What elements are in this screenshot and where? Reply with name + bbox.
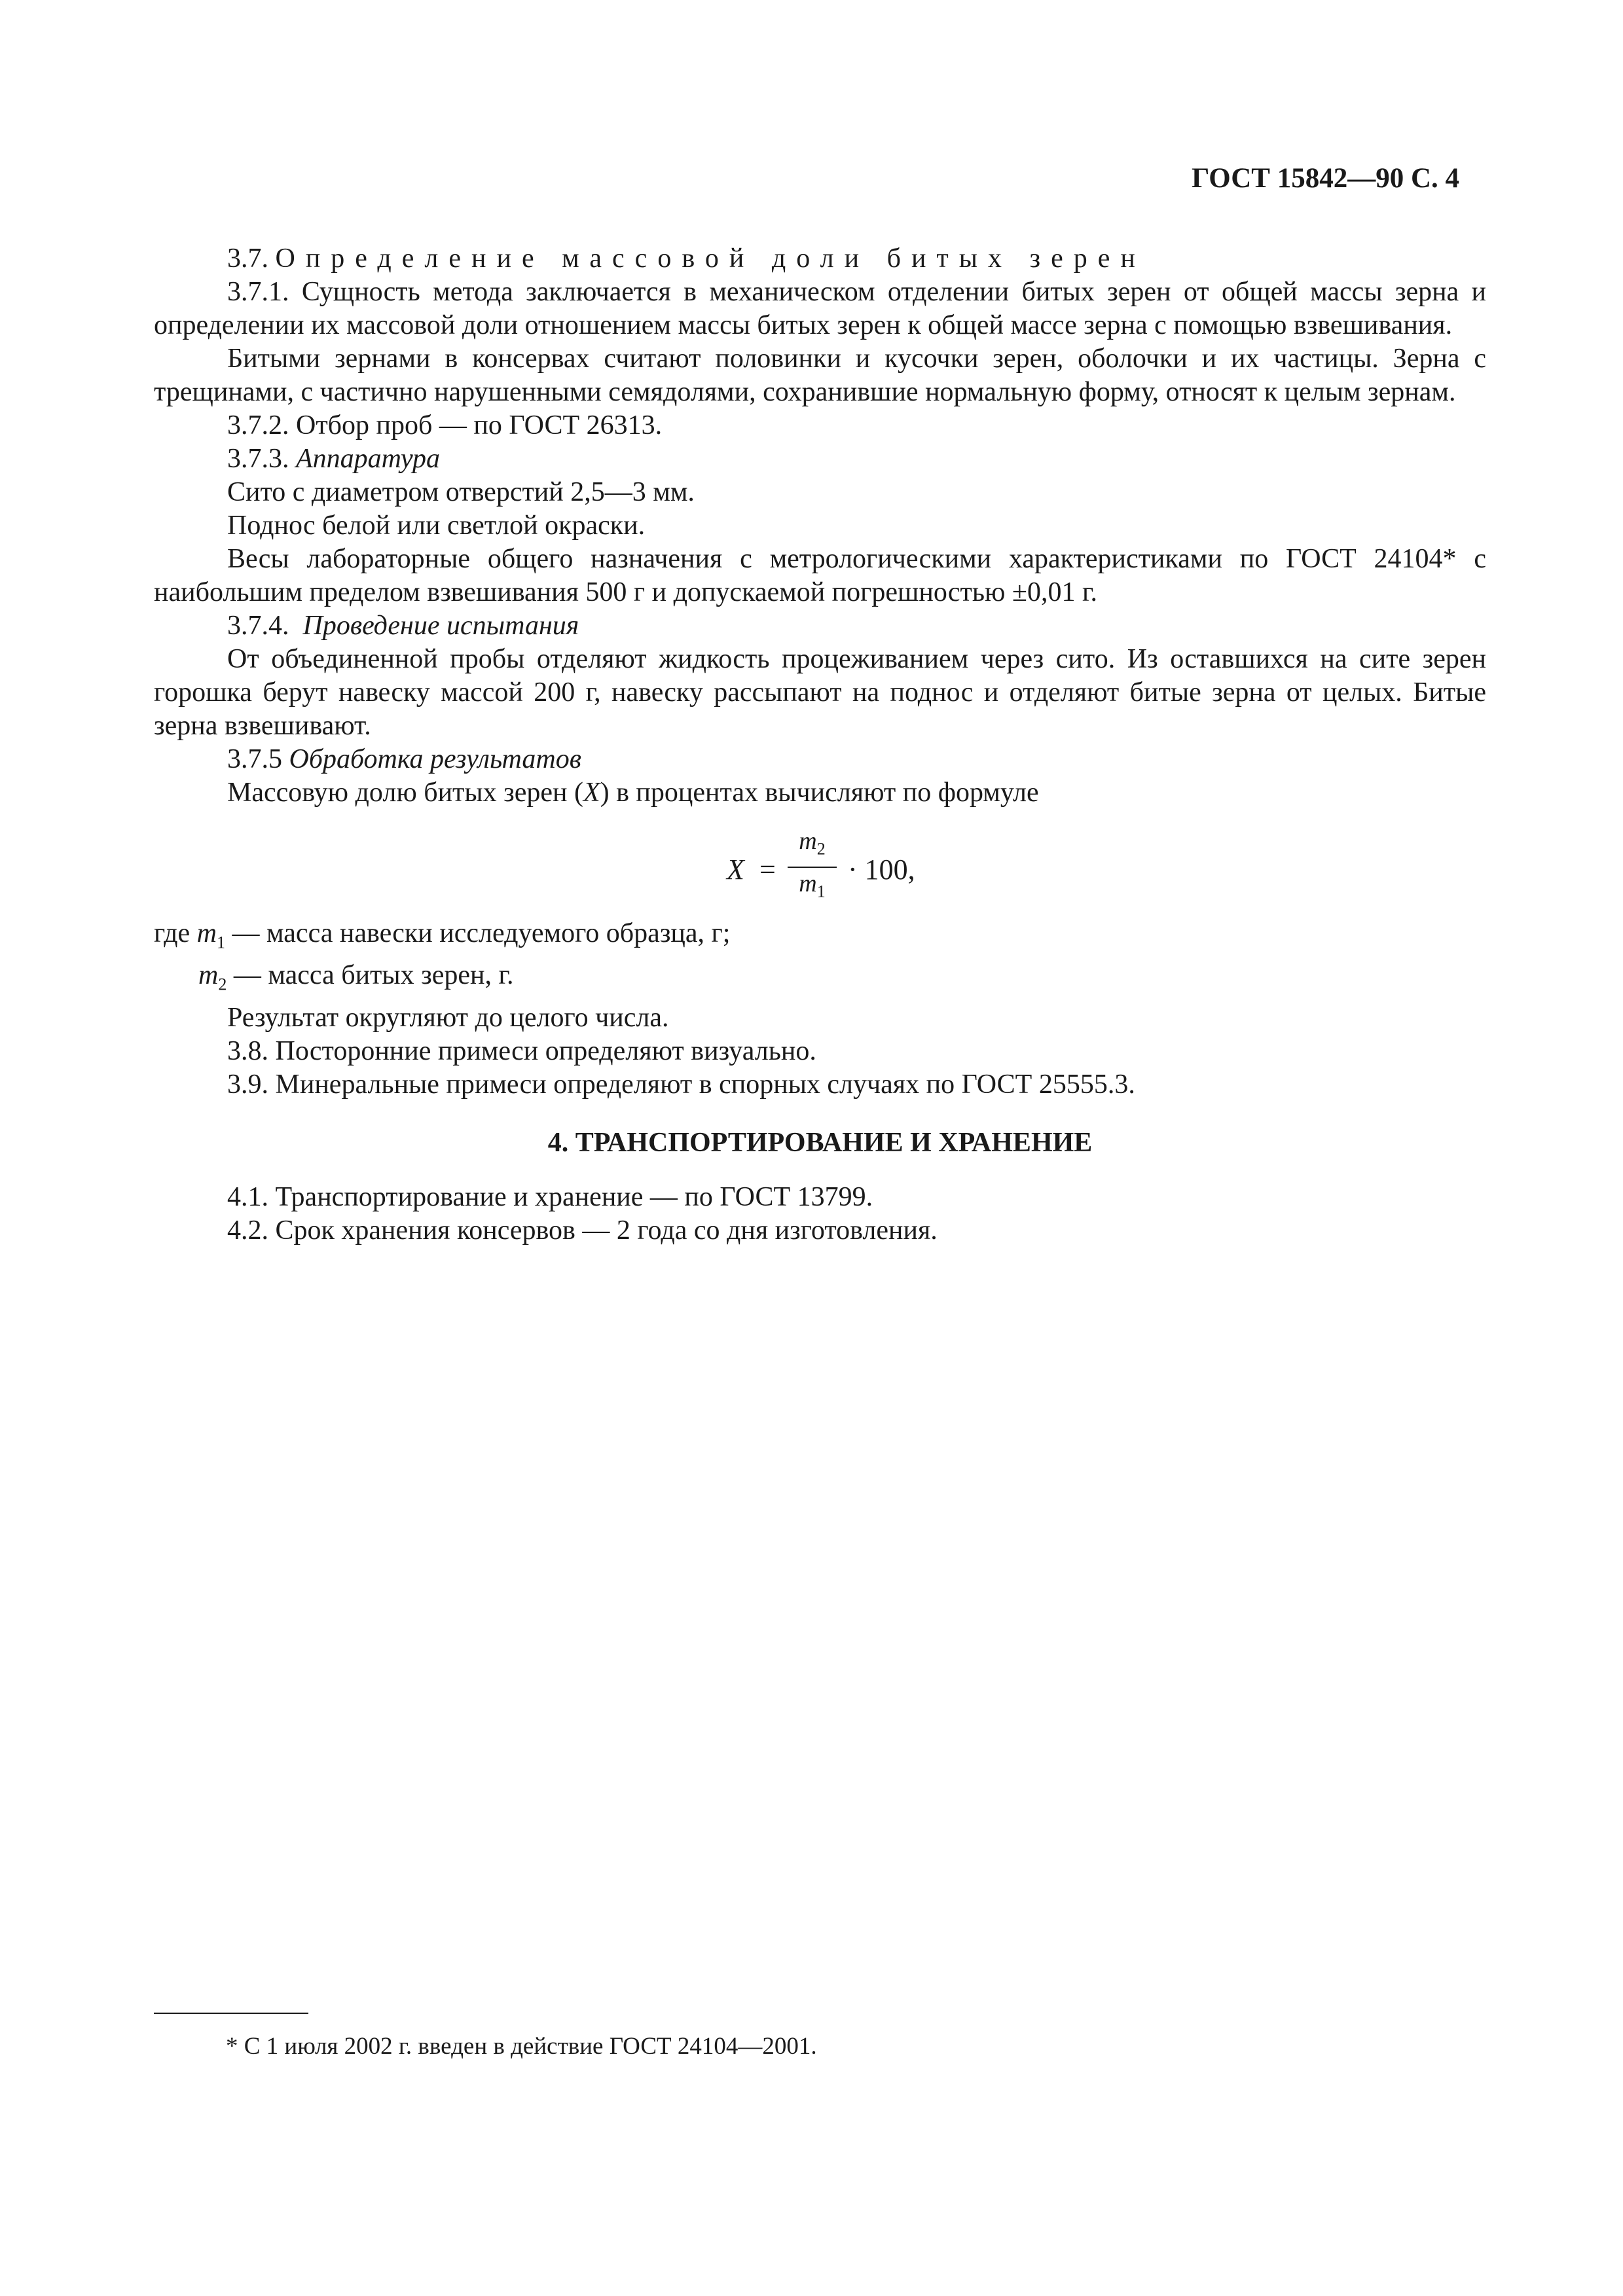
paragraph-3-7-5 — [154, 743, 1486, 776]
paragraph-sieve: Сито с диаметром отверстий 2,5—3 мм. — [227, 477, 695, 507]
formula — [154, 825, 1486, 910]
paragraph-broken-definition: Битыми зернами в консервах считают половинки и кусочки зерен, оболочки и их частицы. Зерна с трещинами, с частично нарушенными семядолями, сохранившие нормальную форму, относят к целым зернам. — [154, 344, 1486, 407]
paragraph-rounding: Результат округляют до целого числа. — [227, 1002, 669, 1033]
paragraph-scales: Весы лабораторные общего назначения с метрологическими характеристиками по ГОСТ 24104* с наибольшим пределом взвешивания 500 г и допускаемой погрешностью ±0,01 г. — [154, 544, 1486, 607]
item-title: Проведение испытания — [302, 611, 579, 641]
formula-lhs: X — [727, 853, 744, 886]
formula-fraction — [788, 825, 837, 907]
paragraph-4-2: 4.2. Срок хранения консервов — 2 года со дня изготовления. — [227, 1215, 938, 1246]
section-heading-4: 4. ТРАНСПОРТИРОВАНИЕ И ХРАНЕНИЕ — [547, 1127, 1093, 1158]
formula-denominator: $m_1$ — [799, 869, 826, 901]
paragraph-3-7-4 — [154, 609, 1486, 643]
variable-definition-m1: где $m_1$ — масса навески исследуемого образца, г; — [154, 918, 731, 952]
paragraph-tray: Поднос белой или светлой окраски. — [227, 511, 646, 541]
paragraph-procedure: От объединенной пробы отделяют жидкость процеживанием через сито. Из оставшихся на сите зерен горошка берут навеску массой 200 г, навеску рассыпают на поднос и отделяют битые зерна от целых. Битые зерна взвешивают. — [154, 644, 1486, 741]
footnote: * С 1 июля 2002 г. введен в действие ГОСТ 24104—2001. — [226, 2033, 817, 2060]
formula-numerator: $m_2$ — [788, 825, 837, 868]
paragraph-3-7-3 — [154, 442, 1486, 476]
paragraph-3-7-1: 3.7.1. Сущность метода заключается в механическом отделении битых зерен от общей массы зерна и определении их массовой доли отношением массы битых зерен к общей массе зерна с помощью взвешивания. — [154, 277, 1486, 340]
subsection-heading-3-7 — [154, 242, 1486, 276]
item-title: Аппаратура — [296, 444, 441, 474]
item-number: 3.7.5 — [227, 744, 282, 774]
page-header: ГОСТ 15842—90 С. 4 — [1191, 163, 1459, 194]
item-number: 3.7.3. — [227, 444, 289, 474]
formula-equals: = — [759, 853, 776, 886]
item-title: Обработка результатов — [289, 744, 581, 774]
subsection-title: Определение массовой доли битых зерен — [275, 243, 1146, 274]
paragraph-formula-intro: Массовую долю битых зерен (X) в процентах вычисляют по формуле — [227, 778, 1039, 808]
paragraph-3-8: 3.8. Посторонние примеси определяют визуально. — [227, 1035, 816, 1066]
variable-definition-m2: $m_2$ — масса битых зерен, г. — [198, 960, 514, 994]
footnote-separator — [154, 2013, 308, 2014]
subsection-number: 3.7. — [227, 243, 268, 274]
document-body — [154, 242, 1486, 1247]
formula-multiplier: · 100, — [848, 853, 915, 886]
paragraph-3-7-2: 3.7.2. Отбор проб — по ГОСТ 26313. — [227, 410, 663, 440]
item-number: 3.7.4. — [227, 611, 289, 641]
paragraph-3-9: 3.9. Минеральные примеси определяют в спорных случаях по ГОСТ 25555.3. — [227, 1069, 1135, 1100]
paragraph-4-1: 4.1. Транспортирование и хранение — по ГОСТ 13799. — [227, 1181, 873, 1212]
